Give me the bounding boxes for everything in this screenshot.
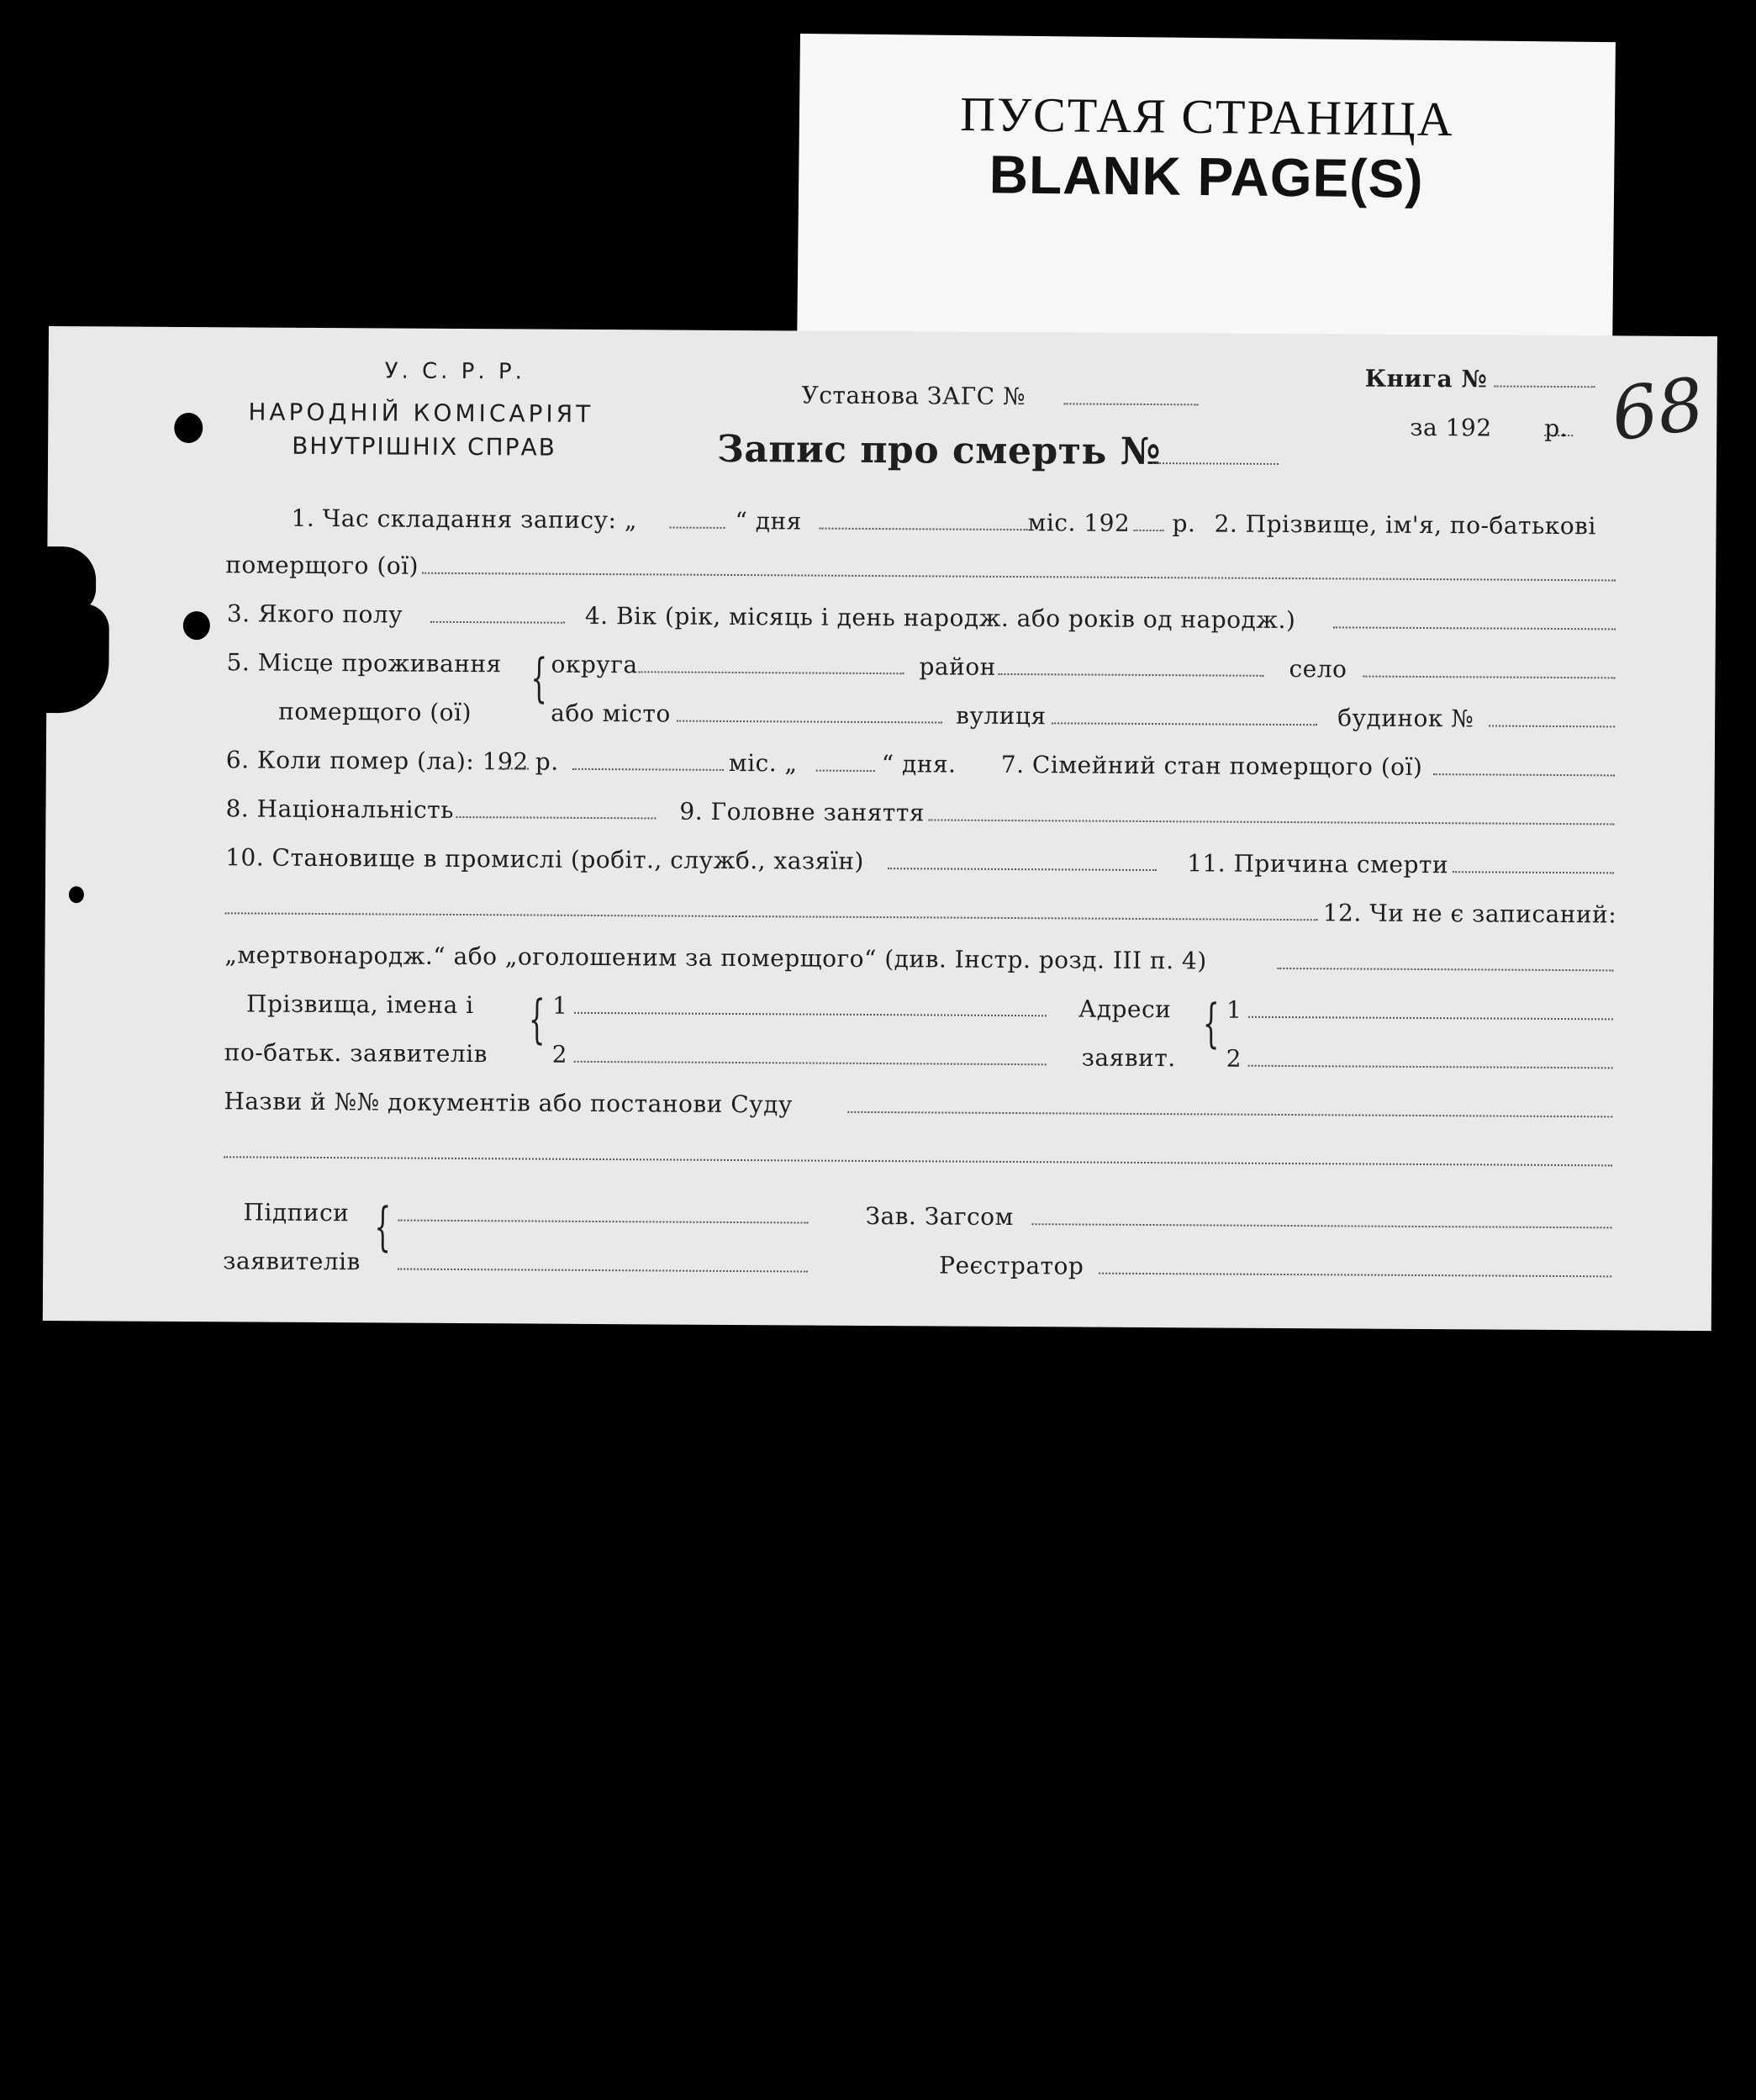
field-6-r: р. [535, 747, 559, 776]
applicant-2-number: 2 [551, 1040, 568, 1068]
state-abbreviation: У. С. Р. Р. [384, 358, 525, 385]
punch-hole [69, 886, 84, 903]
field-6-label: 6. Коли помер (ла): 192 [225, 746, 529, 776]
selo-line [1363, 676, 1615, 679]
rayon-line [998, 673, 1263, 677]
field-6-year-line [498, 768, 529, 769]
field-11-line [1453, 871, 1614, 873]
field-8-label: 8. Національність [225, 794, 455, 824]
book-number-line [1495, 386, 1595, 388]
signatures-label-2: заявителів [223, 1247, 361, 1276]
field-4-line [1333, 626, 1616, 630]
address-2-number: 2 [1226, 1044, 1242, 1073]
blank-page-stamp-card [797, 34, 1616, 353]
field-12-label: 12. Чи не є записаний: [1322, 899, 1617, 929]
misto-label: або місто [551, 699, 671, 728]
zags-label: Установа ЗАГС № [801, 381, 1026, 411]
signature-1-line [398, 1220, 809, 1224]
torn-edge [43, 604, 109, 713]
record-number-line [1152, 462, 1279, 465]
signature-2-line [398, 1269, 808, 1273]
budynok-line [1489, 725, 1615, 727]
field-11-continuation-line [225, 912, 1318, 921]
address-1-line [1248, 1016, 1613, 1021]
field-5-label: 5. Місце проживання [226, 648, 502, 678]
field-6-day-label: “ дня. [881, 750, 957, 778]
field-6-month-line [572, 768, 724, 771]
zags-head-line [1031, 1223, 1611, 1228]
documents-continuation-line [224, 1156, 1612, 1166]
field-5-deceased-label: померщого (ої) [278, 697, 472, 727]
signatures-brace: { [374, 1195, 392, 1258]
address-label-2: заявит. [1081, 1043, 1176, 1073]
applicants-label-1: Прізвища, імена і [245, 989, 474, 1020]
field-2-deceased-label: померщого (ої) [225, 551, 419, 580]
applicant-1-line [574, 1012, 1047, 1016]
zags-head-label: Зав. Загсом [865, 1201, 1014, 1232]
field-1-day-label: “ дня [735, 506, 802, 536]
year-label: за 192 [1410, 413, 1492, 442]
address-2-line [1248, 1065, 1613, 1069]
punch-hole [183, 611, 210, 640]
field-1-year-line [1134, 530, 1164, 531]
field-3-line [430, 621, 565, 624]
vulytsia-line [1052, 722, 1317, 726]
field-7-line [1433, 773, 1615, 776]
punch-hole [174, 413, 203, 443]
field-6-day-line [816, 770, 875, 772]
registrar-line [1099, 1273, 1611, 1278]
address-brace: { [1202, 992, 1220, 1054]
field-7-label: 7. Сімейний стан померщого (ої) [1000, 750, 1423, 781]
budynok-label: будинок № [1337, 704, 1474, 733]
form-title: Запис про смерть № [716, 427, 1162, 474]
field-2-label: 2. Прізвище, ім'я, по-батькові [1214, 509, 1596, 541]
field-10-label: 10. Становище в промислі (робіт., служб., хазяїн) [225, 843, 865, 875]
address-label-1: Адреси [1078, 995, 1172, 1024]
field-2-line [422, 572, 1616, 582]
blank-page-english-text: BLANK PAGE(S) [989, 144, 1424, 209]
registrar-label: Реєстратор [939, 1251, 1084, 1280]
okruha-line [638, 671, 904, 674]
field-5-brace: { [530, 646, 548, 709]
address-1-number: 1 [1226, 995, 1242, 1024]
field-1-year-label: міс. 192 [1027, 509, 1131, 537]
applicant-2-line [574, 1061, 1047, 1065]
zags-number-line [1063, 403, 1198, 405]
handwritten-page-number: 68 [1606, 361, 1710, 458]
field-11-label: 11. Причина смерти [1187, 849, 1449, 879]
vulytsia-label: вулиця [956, 701, 1047, 731]
field-4-label: 4. Вік (рік, місяць і день народж. або років од народж.) [584, 601, 1296, 635]
selo-label: село [1289, 655, 1347, 683]
field-1-month-line [820, 528, 1028, 531]
misto-line [677, 720, 942, 724]
commissariat-line-2: ВНУТРІШНІХ СПРАВ [292, 431, 556, 462]
okruha-label: округа [551, 650, 638, 679]
documents-label: Назви й №№ документів або постанови Суду [224, 1087, 793, 1119]
field-9-label: 9. Головне заняття [679, 797, 925, 827]
field-10-line [888, 868, 1157, 871]
field-3-label: 3. Якого полу [226, 599, 403, 629]
applicant-1-number: 1 [551, 991, 568, 1020]
field-12-line [1277, 968, 1613, 971]
applicants-brace: { [528, 988, 546, 1050]
field-1-r: р. [1172, 509, 1196, 538]
field-6-month-label: міс. „ [728, 748, 798, 778]
field-8-line [456, 816, 656, 819]
signatures-label-1: Підписи [243, 1198, 350, 1227]
rayon-label: район [919, 652, 996, 681]
field-12-options: „мертвонародж.“ або „оголошеним за померщого“ (див. Інстр. розд. III п. 4) [224, 941, 1207, 975]
applicants-label-2: по-батьк. заявителів [224, 1038, 488, 1068]
book-label: Книга № [1364, 364, 1488, 393]
blank-page-russian-text: ПУСТАЯ СТРАНИЦА [959, 86, 1455, 147]
death-record-form [43, 326, 1717, 1331]
field-9-line [928, 819, 1614, 825]
commissariat-line-1: НАРОДНІЙ КОМІСАРІЯТ [248, 398, 594, 428]
year-r-label: р. [1544, 414, 1569, 443]
documents-line [847, 1111, 1612, 1118]
field-1-day-line [670, 527, 725, 529]
field-1-label: 1. Час складання запису: „ [291, 504, 638, 535]
